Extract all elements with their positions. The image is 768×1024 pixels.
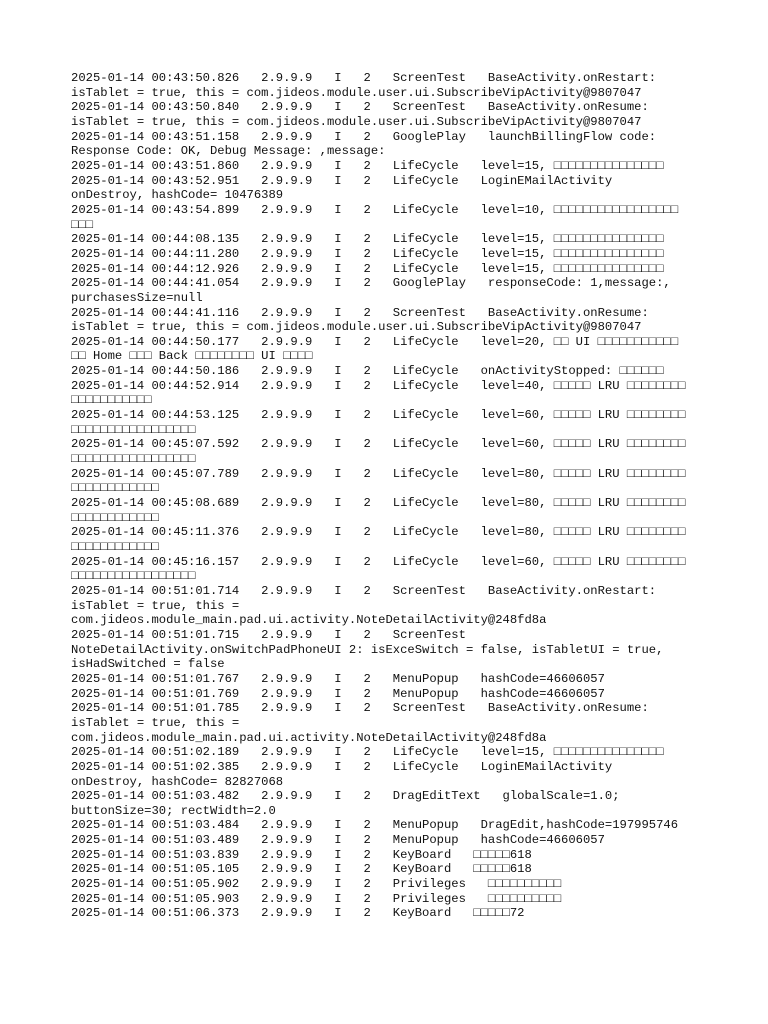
log-line: isHadSwitched = false — [71, 657, 225, 672]
log-line: Response Code: OK, Debug Message: ,message: — [71, 144, 386, 159]
log-line: 2025-01-14 00:44:50.177 2.9.9.9 I 2 LifeCycle level=20, □□ UI □□□□□□□□□□□ — [71, 334, 679, 349]
log-line: 2025-01-14 00:51:05.902 2.9.9.9 I 2 Privileges □□□□□□□□□□ — [71, 877, 562, 892]
log-line: 2025-01-14 00:51:03.484 2.9.9.9 I 2 MenuPopup DragEdit,hashCode=197995746 — [71, 818, 679, 833]
log-line: 2025-01-14 00:51:02.189 2.9.9.9 I 2 LifeCycle level=15, □□□□□□□□□□□□□□□ — [71, 745, 664, 760]
log-line: 2025-01-14 00:51:01.715 2.9.9.9 I 2 ScreenTest — [71, 627, 466, 642]
log-line: 2025-01-14 00:44:52.914 2.9.9.9 I 2 LifeCycle level=40, □□□□□ LRU □□□□□□□□ — [71, 378, 686, 393]
log-line: □□□□□□□□□□□□□□□□□ — [71, 452, 196, 467]
log-line: isTablet = true, this = com.jideos.module.user.ui.SubscribeVipActivity@9807047 — [71, 85, 642, 100]
log-line: isTablet = true, this = — [71, 715, 240, 730]
log-line: 2025-01-14 00:45:07.592 2.9.9.9 I 2 LifeCycle level=60, □□□□□ LRU □□□□□□□□ — [71, 437, 686, 452]
log-line: 2025-01-14 00:51:03.839 2.9.9.9 I 2 KeyBoard □□□□□618 — [71, 847, 532, 862]
log-line: 2025-01-14 00:51:05.903 2.9.9.9 I 2 Privileges □□□□□□□□□□ — [71, 891, 562, 906]
log-line: □□□□□□□□□□□□ — [71, 510, 159, 525]
log-line: 2025-01-14 00:44:08.135 2.9.9.9 I 2 LifeCycle level=15, □□□□□□□□□□□□□□□ — [71, 232, 664, 247]
log-line: □□□□□□□□□□□□ — [71, 481, 159, 496]
log-text-block — [71, 71, 711, 921]
log-line: 2025-01-14 00:44:50.186 2.9.9.9 I 2 LifeCycle onActivityStopped: □□□□□□ — [71, 364, 664, 379]
log-line: 2025-01-14 00:51:05.105 2.9.9.9 I 2 KeyBoard □□□□□618 — [71, 862, 532, 877]
log-line: isTablet = true, this = — [71, 598, 240, 613]
log-line: □□□□□□□□□□□□ — [71, 540, 159, 554]
log-line: 2025-01-14 00:51:01.767 2.9.9.9 I 2 MenuPopup hashCode=46606057 — [71, 671, 605, 686]
log-line: 2025-01-14 00:44:53.125 2.9.9.9 I 2 LifeCycle level=60, □□□□□ LRU □□□□□□□□ — [71, 408, 686, 423]
log-line: 2025-01-14 00:45:08.689 2.9.9.9 I 2 LifeCycle level=80, □□□□□ LRU □□□□□□□□ — [71, 496, 686, 511]
log-line: 2025-01-14 00:43:54.899 2.9.9.9 I 2 LifeCycle level=10, □□□□□□□□□□□□□□□□□ — [71, 202, 679, 217]
log-line: 2025-01-14 00:51:02.385 2.9.9.9 I 2 LifeCycle LoginEMailActivity — [71, 759, 613, 774]
log-line: 2025-01-14 00:43:50.826 2.9.9.9 I 2 ScreenTest BaseActivity.onRestart: — [71, 71, 657, 85]
log-line: 2025-01-14 00:45:07.789 2.9.9.9 I 2 LifeCycle level=80, □□□□□ LRU □□□□□□□□ — [71, 466, 686, 481]
log-line: 2025-01-14 00:43:50.840 2.9.9.9 I 2 ScreenTest BaseActivity.onResume: — [71, 100, 649, 115]
log-line: 2025-01-14 00:44:11.280 2.9.9.9 I 2 LifeCycle level=15, □□□□□□□□□□□□□□□ — [71, 246, 664, 261]
log-line: 2025-01-14 00:43:51.860 2.9.9.9 I 2 LifeCycle level=15, □□□□□□□□□□□□□□□ — [71, 158, 664, 173]
log-line: 2025-01-14 00:43:51.158 2.9.9.9 I 2 GooglePlay launchBillingFlow code: — [71, 129, 657, 144]
log-line: 2025-01-14 00:44:41.054 2.9.9.9 I 2 GooglePlay responseCode: 1,message:, — [71, 276, 671, 291]
log-line: □□□□□□□□□□□□□□□□□ — [71, 569, 196, 584]
log-line: 2025-01-14 00:51:06.373 2.9.9.9 I 2 KeyBoard □□□□□72 — [71, 906, 525, 921]
log-line: 2025-01-14 00:51:01.769 2.9.9.9 I 2 MenuPopup hashCode=46606057 — [71, 686, 605, 701]
log-line: com.jideos.module_main.pad.ui.activity.NoteDetailActivity@248fd8a — [71, 613, 547, 628]
log-line: purchasesSize=null — [71, 290, 203, 305]
log-line: 2025-01-14 00:44:12.926 2.9.9.9 I 2 LifeCycle level=15, □□□□□□□□□□□□□□□ — [71, 261, 664, 276]
log-line: NoteDetailActivity.onSwitchPadPhoneUI 2: isExceSwitch = false, isTabletUI = true, — [71, 642, 664, 657]
log-line: □□□□□□□□□□□□□□□□□ — [71, 422, 196, 437]
log-line: 2025-01-14 00:44:41.116 2.9.9.9 I 2 ScreenTest BaseActivity.onResume: — [71, 305, 649, 320]
log-line: □□□□□□□□□□□ — [71, 393, 152, 408]
log-line: 2025-01-14 00:45:16.157 2.9.9.9 I 2 LifeCycle level=60, □□□□□ LRU □□□□□□□□ — [71, 554, 686, 569]
log-line: isTablet = true, this = com.jideos.module.user.ui.SubscribeVipActivity@9807047 — [71, 320, 642, 335]
log-line: buttonSize=30; rectWidth=2.0 — [71, 803, 276, 818]
log-line: 2025-01-14 00:43:52.951 2.9.9.9 I 2 LifeCycle LoginEMailActivity — [71, 173, 613, 188]
log-line: 2025-01-14 00:51:01.785 2.9.9.9 I 2 ScreenTest BaseActivity.onResume: — [71, 701, 649, 716]
log-line: onDestroy, hashCode= 10476389 — [71, 188, 284, 203]
log-line: □□□ — [71, 217, 93, 232]
log-line: 2025-01-14 00:51:03.489 2.9.9.9 I 2 MenuPopup hashCode=46606057 — [71, 833, 605, 848]
log-line: 2025-01-14 00:51:03.482 2.9.9.9 I 2 DragEditText globalScale=1.0; — [71, 789, 620, 804]
log-line: isTablet = true, this = com.jideos.module.user.ui.SubscribeVipActivity@9807047 — [71, 114, 642, 129]
log-line: onDestroy, hashCode= 82827068 — [71, 774, 284, 789]
log-line: □□ Home □□□ Back □□□□□□□□ UI □□□□ — [71, 349, 313, 364]
log-line: com.jideos.module_main.pad.ui.activity.NoteDetailActivity@248fd8a — [71, 730, 547, 745]
log-line: 2025-01-14 00:51:01.714 2.9.9.9 I 2 ScreenTest BaseActivity.onRestart: — [71, 583, 657, 598]
log-line: 2025-01-14 00:45:11.376 2.9.9.9 I 2 LifeCycle level=80, □□□□□ LRU □□□□□□□□ — [71, 525, 686, 540]
